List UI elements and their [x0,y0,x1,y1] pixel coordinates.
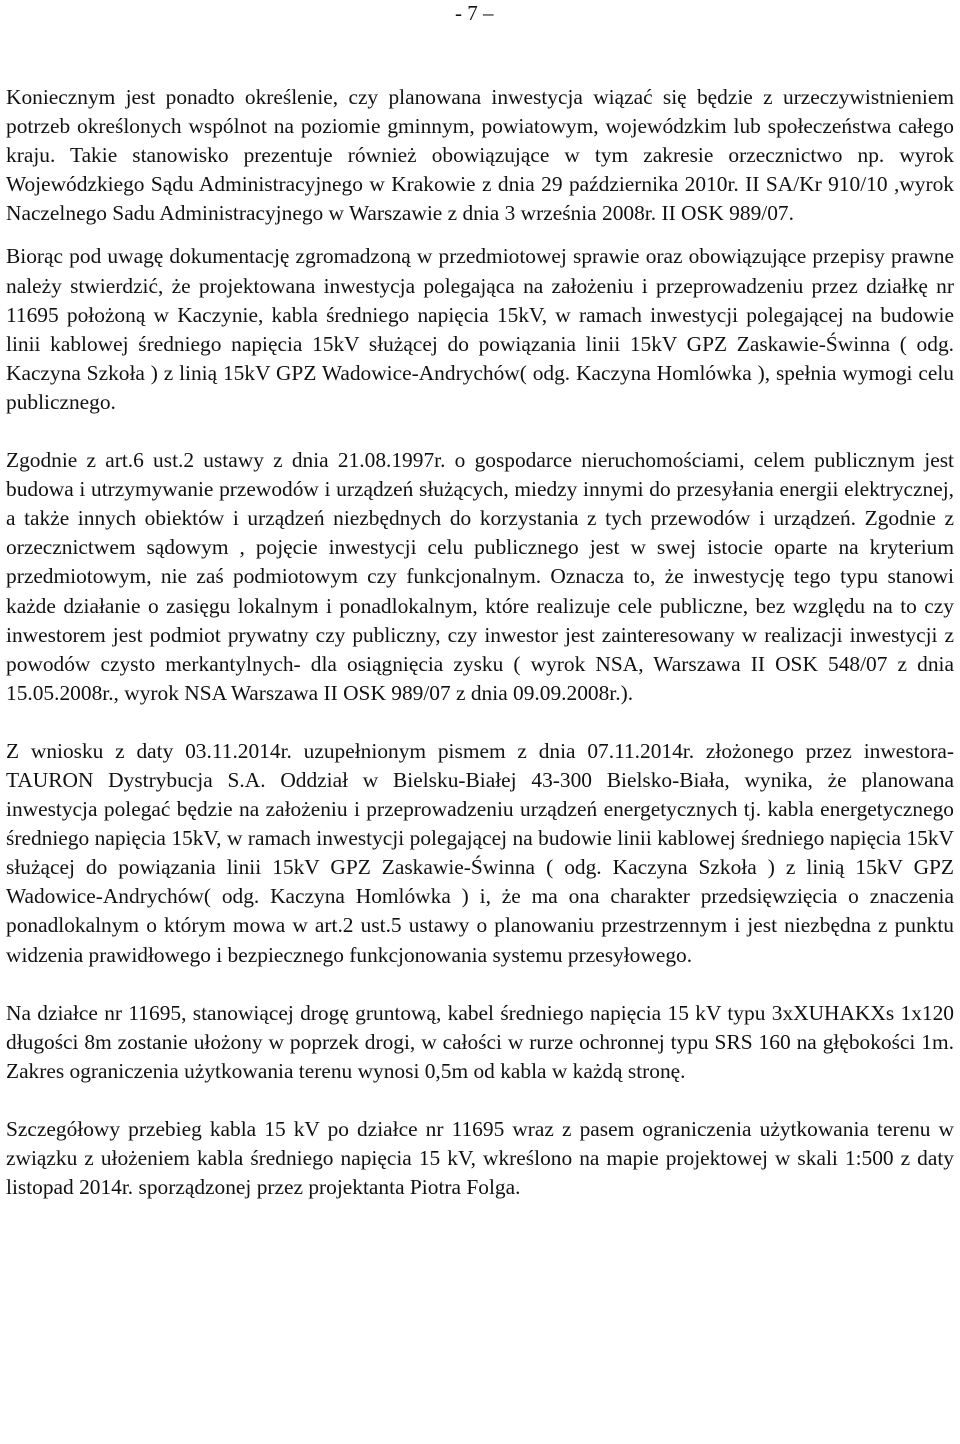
paragraph-application: Z wniosku z daty 03.11.2014r. uzupełnionym pismem z dnia 07.11.2014r. złożonego przez inwestora- TAURON Dystrybucja S.A. Oddział w Bielsku-Białej 43-300 Bielsko-Biała, wynika, że planowana inwestycja polegać będzie na założeniu i przeprowadzeniu urządzeń energetycznych tj. kabla energetycznego średniego napięcia 15kV, w ramach inwestycji polegającej na budowie linii kablowej średniego napięcia 15kV służącej do powiązania linii 15kV GPZ Zaskawie-Świnna ( odg. Kaczyna Szkoła ) z linią 15kV GPZ Wadowice-Andrychów( odg. Kaczyna Homlówka ) i, że ma ona charakter przedsięwzięcia o znaczenia ponadlokalnym o którym mowa w art.2 ust.5 ustawy o planowaniu przestrzennym i jest niezbędna z punktu widzenia prawidłowego i bezpiecznego funkcjonowania systemu przesyłowego. [6,738,954,967]
paragraph-public-purpose-scope: Koniecznym jest ponadto określenie, czy planowana inwestycja wiązać się będzie z urzeczywistnieniem potrzeb określonych wspólnot na poziomie gminnym, powiatowym, wojewódzkim lub społeczeństwa całego kraju. Takie stanowisko prezentuje również obowiązujące w tym zakresie orzecznictwo np. wyrok Wojewódzkiego Sądu Administracyjnego w Krakowie z dnia 29 października 2010r. II SA/Kr 910/10 ,wyrok Naczelnego Sadu Administracyjnego w Warszawie z dnia 3 września 2008r. II OSK 989/07. [6,85,954,226]
paragraph-assessment: Biorąc pod uwagę dokumentację zgromadzoną w przedmiotowej sprawie oraz obowiązujące przepisy prawne należy stwierdzić, że projektowana inwestycja polegająca na założeniu i przeprowadzeniu przez działkę nr 11695 położoną w Kaczynie, kabla średniego napięcia 15kV, w ramach inwestycji polegającej na budowie linii kablowej średniego napięcia 15kV służącej do powiązania linii 15kV GPZ Zaskawie-Świnna ( odg. Kaczyna Szkoła ) z linią 15kV GPZ Wadowice-Andrychów( odg. Kaczyna Homlówka ), spełnia wymogi celu publicznego. [6,244,954,414]
paragraph-cable-details: Na działce nr 11695, stanowiącej drogę gruntową, kabel średniego napięcia 15 kV typu 3xXUHAKXs 1x120 długości 8m zostanie ułożony w poprzek drogi, w całości w rurze ochronnej typu SRS 160 na głębokości 1m. Zakres ograniczenia użytkowania terenu wynosi 0,5m od kabla w każdą stronę. [6,1000,954,1083]
paragraph-legal-basis: Zgodnie z art.6 ust.2 ustawy z dnia 21.08.1997r. o gospodarce nieruchomościami, celem publicznym jest budowa i utrzymywanie przewodów i urządzeń służących, miedzy innymi do przesyłania energii elektrycznej, a także innych obiektów i urządzeń niezbędnych do korzystania z tych przewodów i urządzeń. Zgodnie z orzecznictwem sądowym , pojęcie inwestycji celu publicznego jest w swej istocie oparte na kryterium przedmiotowym, nie zaś podmiotowym czy funkcjonalnym. Oznacza to, że inwestycję tego typu stanowi każde działanie o zasięgu lokalnym i ponadlokalnym, które realizuje cele publiczne, bez względu na to czy inwestorem jest podmiot prywatny czy publiczny, czy inwestor jest zainteresowany w realizacji inwestycji z powodów czysto merkantylnych- dla osiągnięcia zysku ( wyrok NSA, Warszawa II OSK 548/07 z dnia 15.05.2008r., wyrok NSA Warszawa II OSK 989/07 z dnia 09.09.2008r.). [6,448,954,705]
paragraph-cable-route: Szczegółowy przebieg kabla 15 kV po działce nr 11695 wraz z pasem ograniczenia użytkowania terenu w związku z ułożeniem kabla średniego napięcia 15 kV, wkreślono na mapie projektowej w skali 1:500 z daty listopad 2014r. sporządzonej przez projektanta Piotra Folga. [6,1116,954,1200]
page-number: - 7 – [455,1,494,25]
document-body [6,83,954,1202]
